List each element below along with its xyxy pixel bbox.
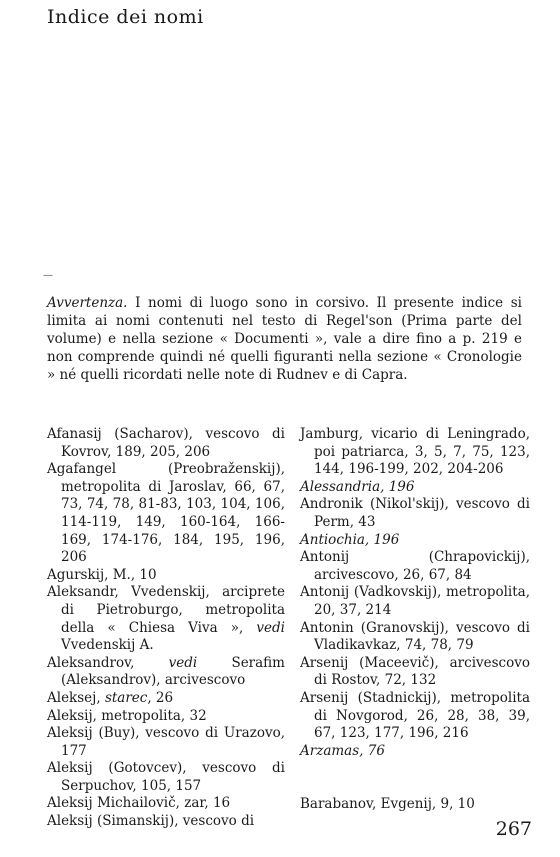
- index-entry: Agurskij, M., 10: [47, 566, 157, 583]
- section-dash: —: [43, 270, 53, 281]
- index-entry: Agafangel (Preobraženskij), metropolita di Jaroslav, 66, 67, 73, 74, 78, 81-83, 103, 104, 106, 114-119, 149, 160-164, 166-169, 174-176, 184, 195, 196, 206: [47, 461, 285, 566]
- index-entry-place: Alessandria, 196: [300, 478, 415, 495]
- notice-paragraph: [47, 294, 522, 384]
- entry-text: , 26: [147, 689, 174, 706]
- index-entry: Arsenij (Stadnickij), metropolita di Novgorod, 26, 28, 38, 39, 67, 123, 177, 196, 216: [300, 689, 530, 742]
- index-entry: Arsenij (Maceevič), arcivescovo di Rostov, 72, 132: [300, 654, 530, 689]
- page-number: 267: [495, 818, 532, 840]
- index-entry: Aleksij (Buy), vescovo di Urazovo, 177: [47, 725, 285, 759]
- index-entry: Antonij (Vadkovskij), metropolita, 20, 37, 214: [300, 584, 530, 618]
- index-entry-place: Antiochia, 196: [300, 531, 400, 548]
- index-entry: Aleksij (Simanskij), vescovo di: [47, 813, 255, 830]
- entry-text: Aleksandr, Vvedenskij, arciprete di Pietroburgo, metropolita della « Chiesa Viva »,: [47, 584, 285, 636]
- index-entry-place: Arzamas, 76: [300, 742, 385, 759]
- index-entry: Antonin (Granovskij), vescovo di Vladikavkaz, 74, 78, 79: [300, 619, 530, 654]
- entry-text: Aleksej,: [47, 689, 105, 706]
- index-entry: Antonij (Chrapovickij), arcivescovo, 26, 67, 84: [300, 549, 530, 583]
- index-entry: Aleksij Michailovič, zar, 16: [47, 795, 231, 812]
- entry-see-also: vedi: [256, 619, 285, 636]
- entry-text: Vvedenskij A.: [61, 637, 154, 654]
- entry-title-italic: starec: [104, 689, 148, 706]
- index-column-left: [47, 426, 285, 831]
- index-entry: [47, 690, 285, 708]
- letter-group-gap: [300, 760, 530, 796]
- index-entry: Afanasij (Sacharov), vescovo di Kovrov, 189, 205, 206: [47, 426, 285, 460]
- entry-text: Aleksandrov,: [47, 654, 169, 671]
- notice-text: I nomi di luogo sono in corsivo. Il presente indice si limita ai nomi contenuti nel testo di Regel'son (Prima parte del volume) e nella sezione « Documenti », vale a dire fino a p. 219 e non comprende quindi né quelli figuranti nella sezione « Cronologie » né quelli ricordati nelle note di Rudnev e di Capra.: [47, 295, 522, 383]
- index-entry: Barabanov, Evgenij, 9, 10: [300, 796, 475, 813]
- notice-label: Avvertenza.: [47, 295, 128, 311]
- index-entry-continued: Jamburg, vicario di Leningrado, poi patriarca, 3, 5, 7, 75, 123, 144, 196-199, 202, 204-206: [300, 426, 530, 478]
- index-entry: [47, 655, 285, 690]
- page-title: Indice dei nomi: [47, 6, 204, 28]
- index-entry: Andronik (Nikol'skij), vescovo di Perm, 43: [300, 496, 530, 530]
- index-entry: Aleksij, metropolita, 32: [47, 707, 207, 724]
- entry-see-also: vedi: [168, 654, 198, 671]
- index-column-right: [300, 426, 530, 814]
- entry-text: Serafim (Aleksandrov), arcivescovo: [61, 654, 285, 689]
- index-entry: [47, 584, 285, 654]
- index-entry: Aleksij (Gotovcev), vescovo di Serpuchov, 105, 157: [47, 760, 285, 794]
